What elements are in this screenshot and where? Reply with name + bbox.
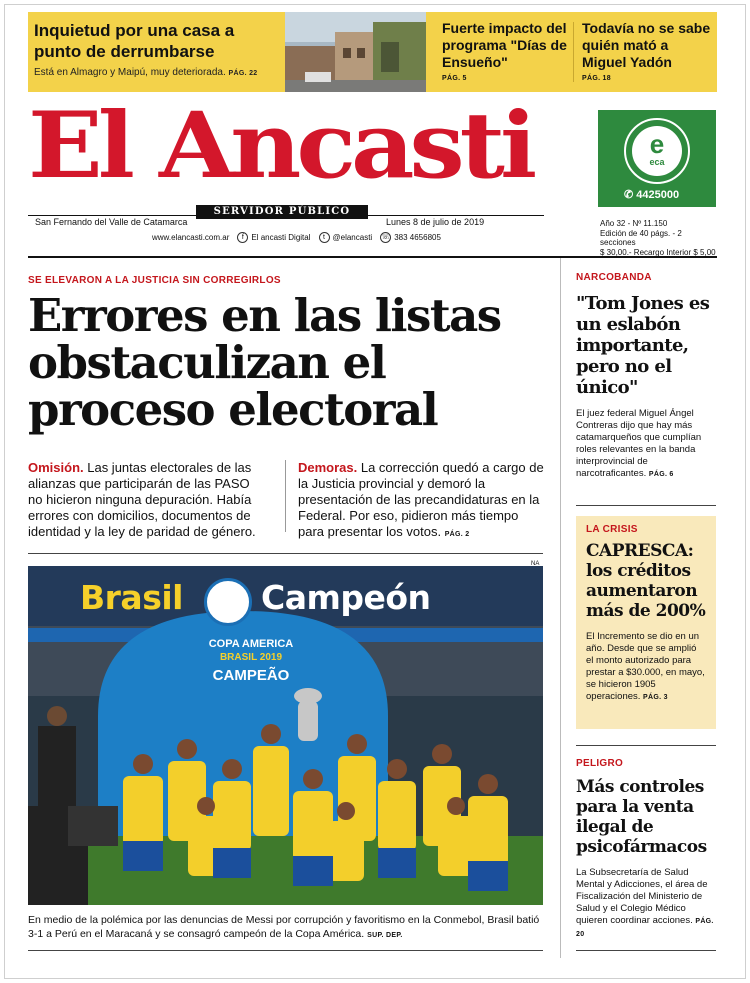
capresca-page: PÁG. 3 [643, 694, 668, 701]
facebook-icon: f [237, 232, 248, 243]
facebook-handle: El ancasti Digital [251, 233, 311, 242]
phone-icon: ✆ [624, 189, 637, 201]
teaser-house-photo[interactable] [285, 12, 426, 92]
narcobanda-body [576, 408, 716, 481]
teaser-house-page: PÁG. 22 [228, 70, 258, 77]
psicofarmacos-page: PÁG. 20 [576, 918, 714, 938]
teaser-house-sub-text: Está en Almagro y Maipú, muy deteriorada. [34, 67, 226, 78]
banner-copa-america: COPA AMERICA [208, 638, 294, 650]
facebook-contact[interactable] [237, 232, 310, 243]
masthead-contacts [152, 232, 441, 243]
photo-title-campeon: Campeón [261, 578, 431, 617]
photo-caption [28, 913, 543, 943]
copa-america-badge-icon [204, 578, 252, 626]
photo-caption-text: En medio de la polémica por las denuncias de Messi por corrupción y favoritismo en la Conmebol, Brasil batió 3-1 a Perú en el Maracaná y se consagró campeón de la Copa América. [28, 914, 540, 940]
photo-caption-page: SUP. DEP. [367, 932, 403, 939]
teaser-yadon-page: PÁG. 18 [582, 75, 611, 82]
photo-title-brasil: Brasil [80, 578, 183, 617]
twitter-icon: t [319, 232, 330, 243]
col1-text: Las juntas electorales de las alianzas que participarán de las PASO no hicieron ninguna depuración. Había errores con domicilios, documentos de identidad y la ley de paridad de género. [28, 460, 256, 539]
eca-phone-number: 4425000 [636, 189, 680, 201]
whatsapp-contact[interactable] [380, 232, 441, 243]
banner-campeao: CAMPEÃO [212, 667, 290, 684]
masthead-date: Lunes 8 de julio de 2019 [386, 217, 485, 227]
caption-bottom-rule [28, 950, 543, 951]
masthead-motto: SERVIDOR PÚBLICO [196, 205, 368, 219]
narcobanda-page: PÁG. 6 [648, 471, 674, 478]
teaser-house[interactable] [34, 20, 282, 78]
story-narcobanda[interactable] [576, 272, 716, 481]
main-col-1 [28, 460, 266, 540]
edition-number: Año 32 - Nº 11.150 [600, 219, 668, 228]
eca-phone [624, 188, 679, 201]
whatsapp-icon: ☏ [381, 234, 391, 241]
masthead-bottom-rule [28, 256, 717, 258]
capresca-body-text: El Incremento se dio en un año. Desde que se amplió el monto autorizado para prestar a $30.000, en mayo, se hicieron 1905 operaciones. [586, 631, 705, 702]
col-divider [285, 460, 286, 532]
newspaper-logo[interactable]: El Ancasti [28, 92, 533, 200]
whatsapp-number: 383 4656805 [394, 233, 441, 242]
capresca-body [586, 631, 706, 704]
teaser-house-title: Inquietud por una casa a punto de derrumbarse [34, 21, 235, 61]
capresca-kicker: LA CRISIS [586, 524, 638, 535]
capresca-headline: CAPRESCA: los créditos aumentaron más de 200% [586, 541, 706, 621]
eca-logo-inner [632, 126, 682, 176]
teaser-program-title: Fuerte impacto del programa "Días de Ensueño" [442, 20, 567, 70]
twitter-handle: @elancasti [332, 233, 373, 242]
eca-label: eca [649, 157, 665, 167]
copa-america-photo[interactable] [28, 566, 543, 905]
eca-e-icon: e [649, 129, 665, 159]
edition-info [600, 219, 718, 257]
photo-top-rule [28, 553, 543, 554]
teaser-program-page: PÁG. 5 [442, 75, 467, 82]
psicofarmacos-headline: Más controles para la venta ilegal de psicofármacos [576, 777, 707, 857]
psicofarmacos-body-text: La Subsecretaría de Salud Mental y Adicciones, el área de Fiscalización del Ministerio de Salud y el Colegio Médico quieren coordinar acciones. [576, 867, 708, 926]
teaser-yadon[interactable] [582, 20, 712, 82]
main-kicker: SE ELEVARON A LA JUSTICIA SIN CORREGIRLOS [28, 275, 281, 286]
eca-advert[interactable] [598, 110, 716, 207]
website-link[interactable]: www.elancasti.com.ar [152, 233, 230, 242]
column-divider [560, 258, 561, 958]
top-teaser-strip [28, 12, 717, 92]
edition-pages: Edición de 40 págs. - 2 secciones [600, 228, 682, 247]
col2-page: PÁG. 2 [444, 531, 470, 538]
psicofarmacos-kicker: PELIGRO [576, 758, 624, 769]
right-rule-3 [576, 950, 716, 951]
twitter-contact[interactable] [319, 232, 373, 243]
banner-brasil-2019: BRASIL 2019 [219, 652, 283, 663]
teaser-divider [573, 22, 574, 82]
right-rule-1 [576, 505, 716, 506]
main-col-2 [298, 460, 544, 543]
teaser-yadon-title: Todavía no se sabe quién mató a Miguel Yadón [582, 20, 711, 70]
col2-text: La corrección quedó a cargo de la Justicia provincial y demoró la presentación de las precandidaturas en la Federal. Por eso, pidieron más tiempo para presentar los votos. [298, 460, 544, 539]
photo-credit: NA [531, 561, 540, 567]
col1-lead: Omisión. [28, 460, 84, 475]
story-capresca[interactable] [576, 516, 716, 729]
right-rule-2 [576, 745, 716, 746]
main-headline[interactable]: Errores en las listas obstaculizan el proceso electoral [28, 289, 501, 436]
narcobanda-kicker: NARCOBANDA [576, 272, 652, 283]
eca-logo [624, 118, 690, 184]
story-psicofarmacos[interactable] [576, 758, 716, 941]
col2-lead: Demoras. [298, 460, 358, 475]
teaser-program[interactable] [442, 20, 572, 82]
narcobanda-headline: "Tom Jones es un eslabón importante, pero no el único" [576, 293, 710, 398]
masthead-city: San Fernando del Valle de Catamarca [35, 217, 188, 227]
teaser-house-sub [34, 67, 282, 78]
psicofarmacos-body [576, 867, 716, 941]
narcobanda-body-text: El juez federal Miguel Ángel Contreras dijo que hay más catamarqueños que cumplían roles relevantes en la banda interprovincial de narcotraficantes. [576, 408, 702, 479]
edition-price: $ 30,00.- Recargo Interior $ 5,00 [600, 247, 716, 257]
